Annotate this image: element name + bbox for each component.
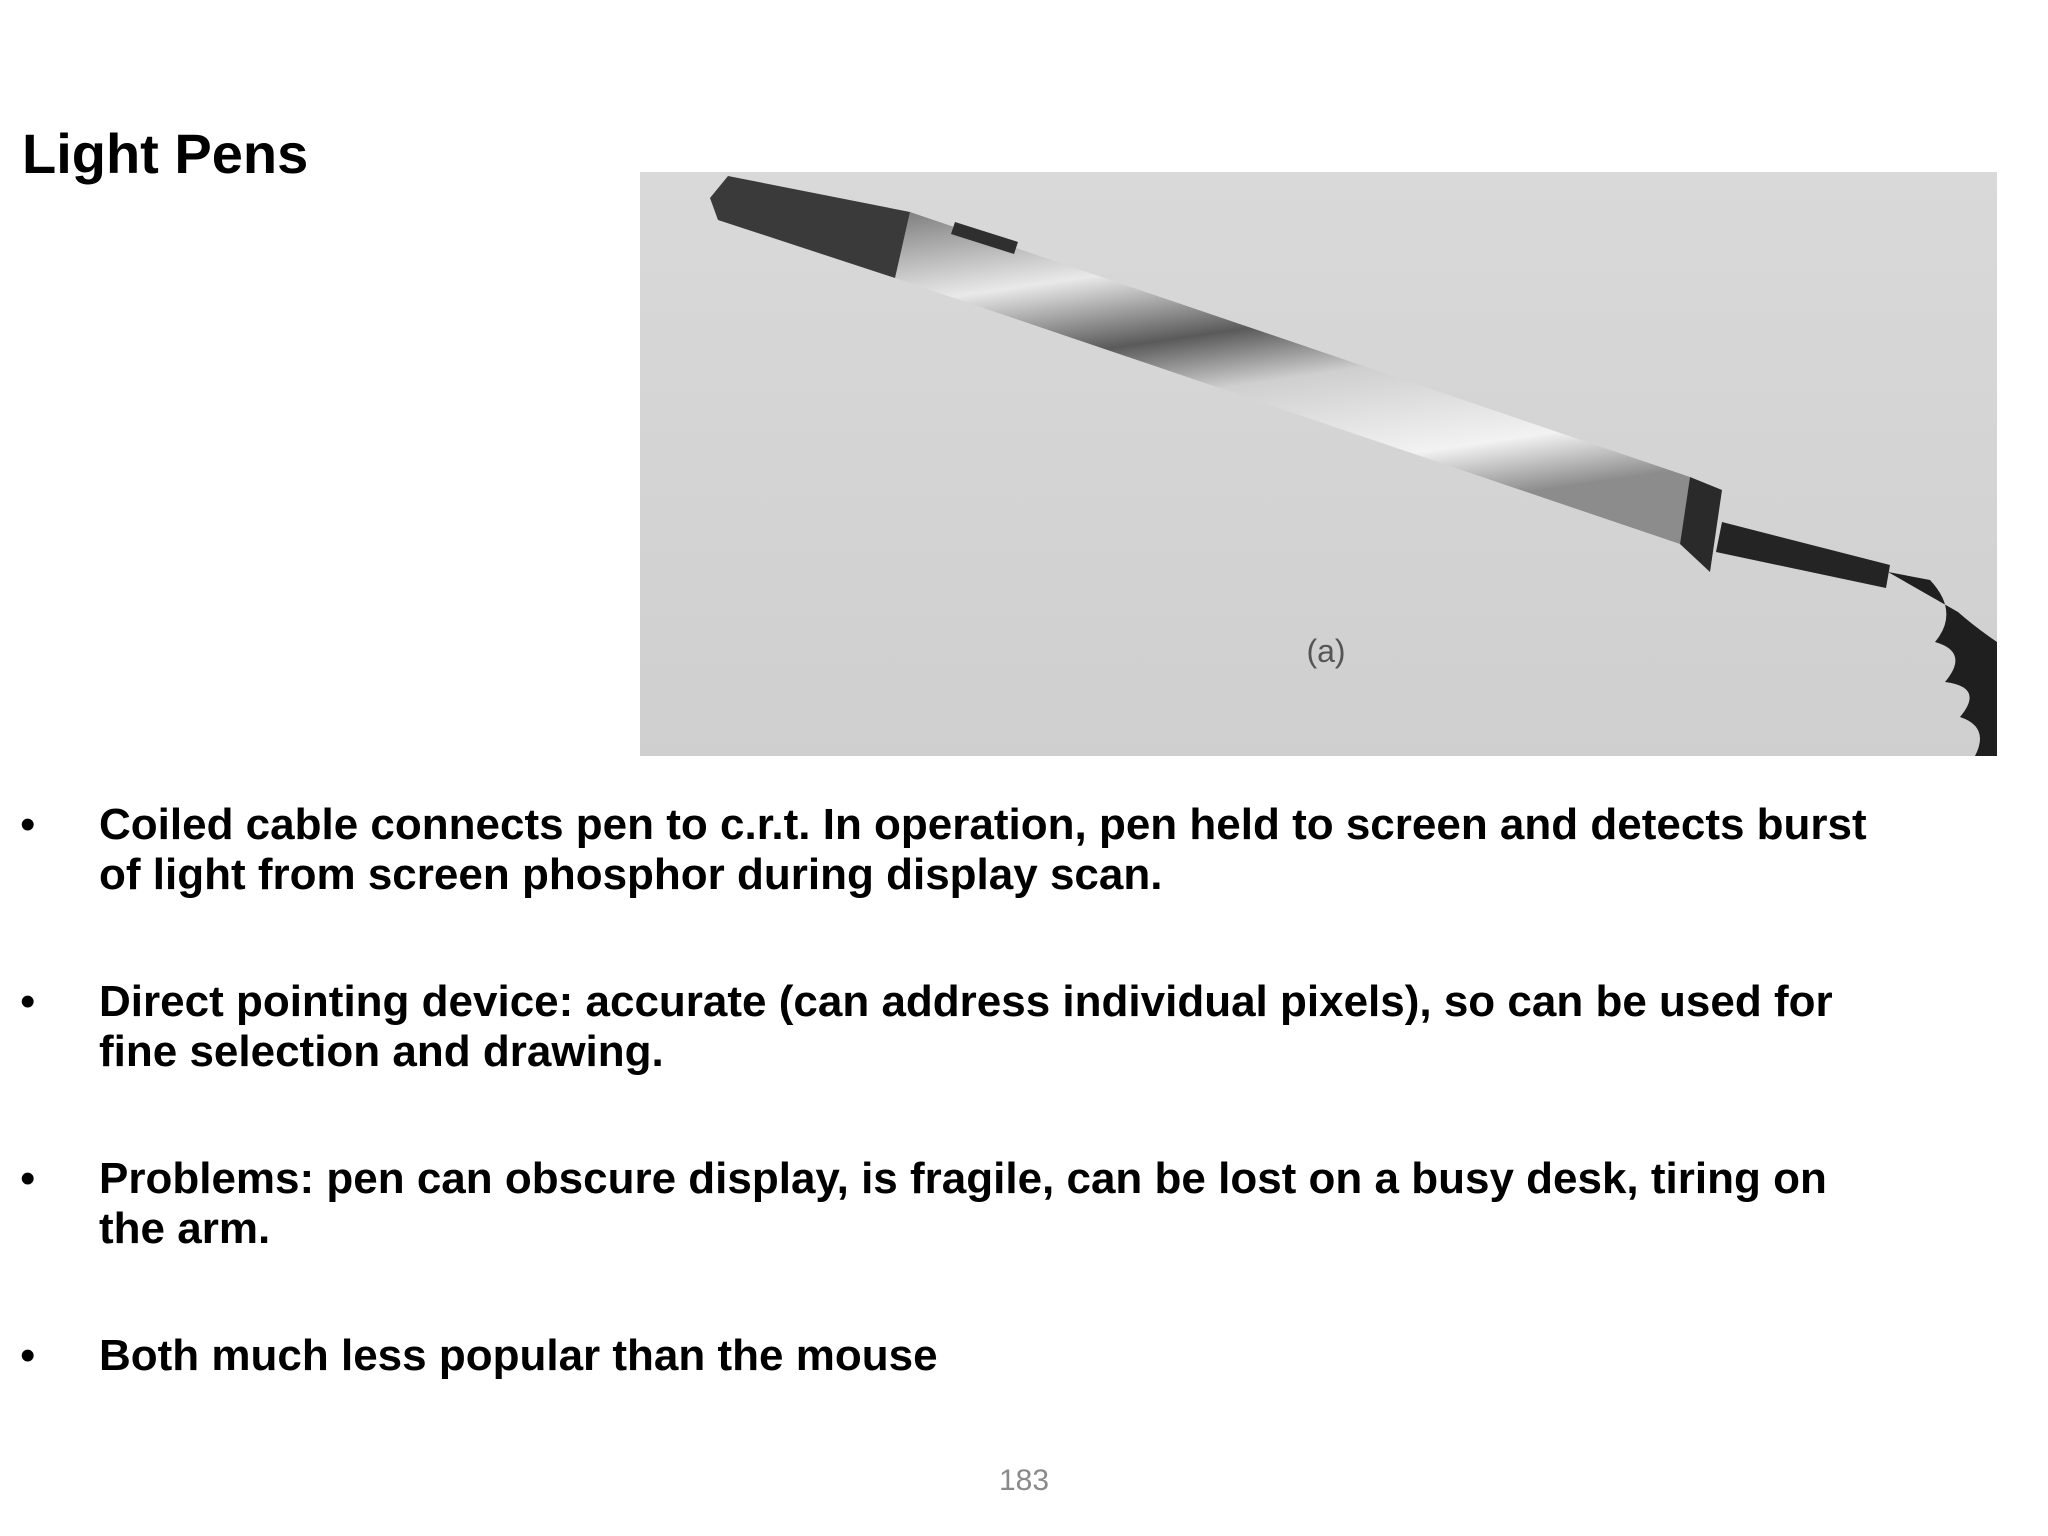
bullet-marker: • — [20, 800, 36, 849]
bullet-item — [0, 800, 1879, 900]
bullet-text: Problems: pen can obscure display, is fragile, can be lost on a busy desk, tiring on the arm. — [99, 1154, 1827, 1253]
figure-label: (a) — [1306, 633, 1346, 669]
bullet-marker: • — [20, 1331, 36, 1380]
bullet-item — [0, 1154, 1879, 1254]
bullet-item — [0, 1331, 1879, 1381]
bullet-item — [0, 977, 1879, 1077]
page-number: 183 — [998, 1464, 1050, 1497]
bullet-text: Coiled cable connects pen to c.r.t. In operation, pen held to screen and detects burst of light from screen phosphor during display scan. — [99, 800, 1867, 899]
bullet-text: Direct pointing device: accurate (can address individual pixels), so can be used for fine selection and drawing. — [99, 977, 1833, 1076]
bullet-marker: • — [20, 1154, 36, 1203]
slide-title: Light Pens — [22, 122, 309, 185]
light-pen-photo — [640, 172, 1997, 756]
bullet-text: Both much less popular than the mouse — [99, 1331, 938, 1380]
bullet-marker: • — [20, 977, 36, 1026]
bullet-list — [0, 800, 1900, 1381]
